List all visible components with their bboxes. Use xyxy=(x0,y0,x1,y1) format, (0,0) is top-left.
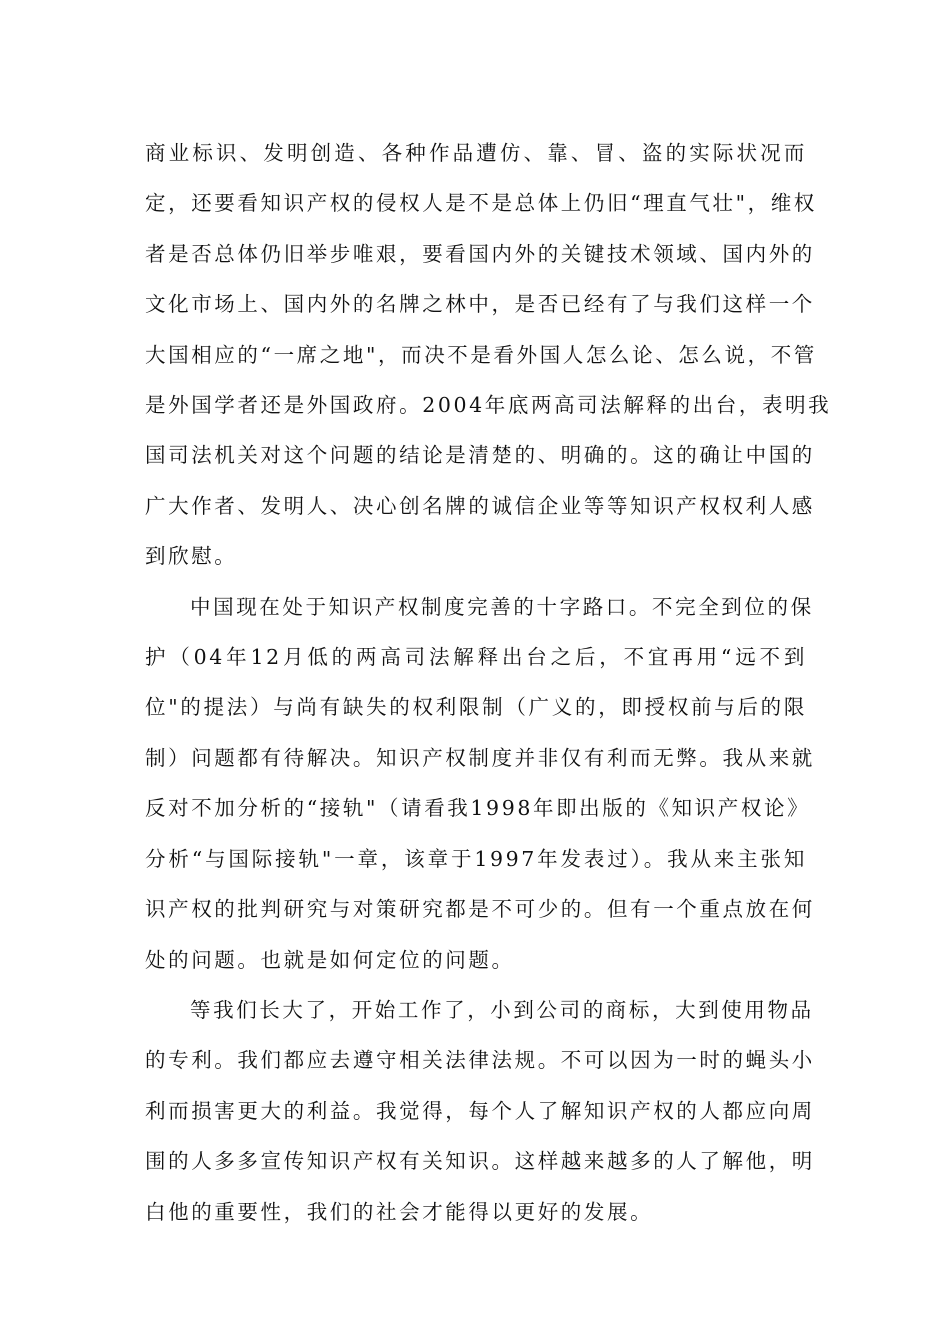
text-line: 白他的重要性，我们的社会才能得以更好的发展。 xyxy=(145,1199,654,1224)
text-line: 广大作者、发明人、决心创名牌的诚信企业等等知识产权权利人感 xyxy=(145,493,815,518)
text-line: 到欣慰。 xyxy=(145,544,238,569)
text-line: 商业标识、发明创造、各种作品遭仿、靠、冒、盗的实际状况而 xyxy=(145,141,807,165)
text-line: 大国相应的“一席之地"，而决不是看外国人怎么论、怎么说，不管 xyxy=(145,342,817,367)
paragraph-3 xyxy=(145,985,815,1237)
paragraph-1 xyxy=(145,128,832,582)
text-line: 位"的提法）与尚有缺失的权利限制（广义的，即授权前与后的限 xyxy=(145,695,807,720)
text-line: 利而损害更大的利益。我觉得，每个人了解知识产权的人都应向周 xyxy=(145,1098,815,1123)
text-line: 国司法机关对这个问题的结论是清楚的、明确的。这的确让中国的 xyxy=(145,443,815,468)
paragraph-2 xyxy=(145,582,815,985)
text-line: 反对不加分析的“接轨"（请看我1998年即出版的《知识产权论》 xyxy=(145,796,811,821)
document-body xyxy=(145,128,832,1237)
text-line: 是外国学者还是外国政府。2004年底两高司法解释的出台，表明我 xyxy=(145,393,832,418)
text-line: 处的问题。也就是如何定位的问题。 xyxy=(145,947,515,972)
text-line: 文化市场上、国内外的名牌之林中，是否已经有了与我们这样一个 xyxy=(145,292,815,317)
text-line: 围的人多多宣传知识产权有关知识。这样越来越多的人了解他，明 xyxy=(145,1149,815,1174)
text-line: 者是否总体仍旧举步唯艰，要看国内外的关键技术领域、国内外的 xyxy=(145,241,815,266)
text-line: 定，还要看知识产权的侵权人是不是总体上仍旧“理直气壮"，维权 xyxy=(145,191,817,216)
text-line: 的专利。我们都应去遵守相关法律法规。不可以因为一时的蝇头小 xyxy=(145,1048,815,1073)
text-line: 护（04年12月低的两高司法解释出台之后，不宜再用“远不到 xyxy=(145,645,807,670)
text-line: 制）问题都有待解决。知识产权制度并非仅有利而无弊。我从来就 xyxy=(145,745,815,770)
text-line: 分析“与国际接轨"一章，该章于1997年发表过）。我从来主张知 xyxy=(145,846,807,871)
text-line: 中国现在处于知识产权制度完善的十字路口。不完全到位的保 xyxy=(190,594,814,619)
text-line: 等我们长大了，开始工作了，小到公司的商标，大到使用物品 xyxy=(190,997,814,1022)
text-line: 识产权的批判研究与对策研究都是不可少的。但有一个重点放在何 xyxy=(145,897,815,922)
